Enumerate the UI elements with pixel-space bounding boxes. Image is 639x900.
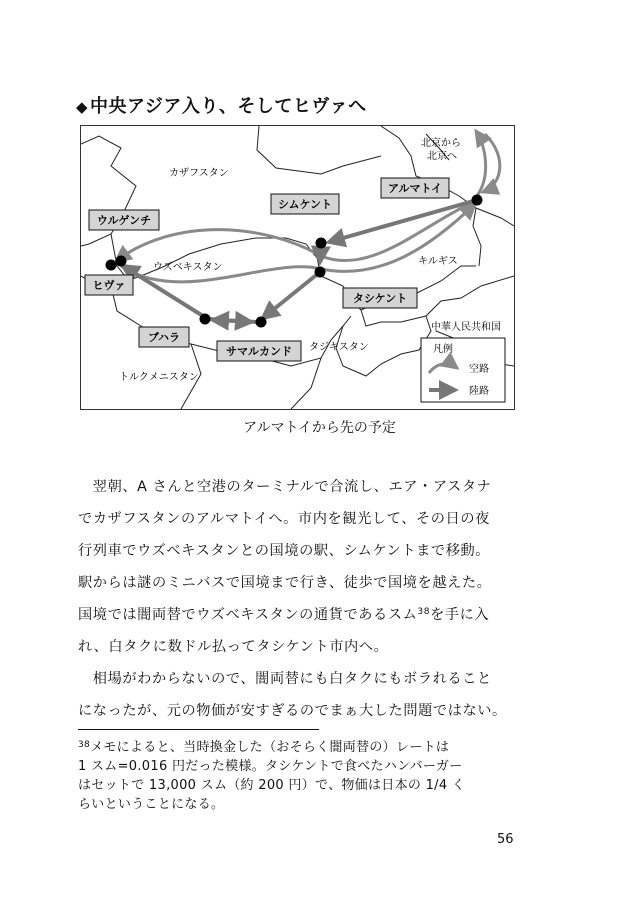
paragraph-line-5 [78, 604, 518, 624]
svg-text:ヒヴァ: ヒヴァ [92, 279, 126, 292]
route-map-svg [81, 126, 514, 409]
beijing-note-line-2: 北京へ [427, 151, 457, 162]
route-map [80, 125, 515, 410]
label-turkmenistan: トルクメニスタン [119, 372, 199, 383]
section-heading [76, 92, 367, 118]
map-legend [421, 338, 505, 402]
paragraph-line-3: 行列車でウズベキスタンとの国境の駅、シムケントまで移動。 [78, 543, 491, 559]
beijing-note-line-1: 北京から [421, 138, 461, 149]
svg-text:アルマトイ: アルマトイ [387, 182, 443, 195]
map-caption: アルマトイから先の予定 [243, 420, 396, 436]
paragraph-line-5-before: 国境では闇両替でウズベキスタンの通貨であるスム [78, 607, 418, 623]
footnote-line-3: はセットで 13,000 スム（約 200 円）で、物価は日本の 1/4 く [78, 778, 466, 793]
city-label-shymkent [271, 194, 339, 214]
city-label-almaty [381, 178, 449, 198]
footnote-ref-38[interactable]: 38 [417, 607, 431, 617]
label-kyrgyzstan: キルギス [418, 256, 458, 267]
city-label-khiva [85, 275, 133, 295]
city-label-tashkent [343, 288, 417, 308]
paragraph-line-7: 相場がわからないので、闇両替にも白タクにもボラれること [78, 671, 492, 687]
paragraph-line-2: でカザフスタンのアルマトイへ。市内を観光して、その日の夜 [78, 511, 490, 527]
city-label-bukhara [139, 327, 189, 347]
footnote [78, 736, 465, 814]
label-beijing-note [421, 136, 464, 162]
air-route-to-beijing [476, 131, 486, 196]
legend-air-label: 空路 [469, 364, 489, 375]
paragraph-line-8: になったが、元の物価が安すぎるのでまぁ大した問題ではない。 [78, 703, 507, 719]
svg-text:サマルカンド: サマルカンド [226, 345, 292, 358]
svg-text:ブハラ: ブハラ [147, 331, 181, 344]
footnote-line-1 [78, 736, 465, 757]
paragraph-line-5-after: を手に入 [430, 607, 490, 623]
footnote-number: 38 [78, 740, 91, 750]
svg-text:タシケント: タシケント [352, 292, 408, 305]
footnote-line-1-text: メモによると、当時換金した（おそらく闇両替の）レートは [90, 740, 450, 755]
footnote-line-4: らいということになる。 [78, 797, 225, 812]
city-label-urgench [89, 210, 159, 230]
diamond-marker-icon: ◆ [76, 98, 89, 116]
label-uzbekistan: ウズベキスタン [153, 262, 223, 273]
paragraph-line-1: 翌朝、A さんと空港のターミナルで合流し、エア・アスタナ [78, 479, 492, 495]
label-tajikistan: タジキスタン [309, 342, 369, 353]
paragraph-line-4: 駅からは謎のミニバスで国境まで行き、徒歩で国境を越えた。 [78, 575, 492, 591]
footnote-line-2: 1 スム=0.016 円だった模様。タシケントで食べたハンバーガー [78, 759, 463, 774]
svg-text:ウルゲンチ: ウルゲンチ [96, 214, 152, 227]
footnote-divider [78, 729, 319, 730]
legend-title: 凡例 [433, 344, 453, 355]
label-china: 中華人民共和国 [431, 322, 501, 333]
page-number: 56 [497, 832, 514, 847]
svg-text:シムケント: シムケント [277, 198, 333, 211]
label-kazakhstan: カザフスタン [169, 168, 229, 179]
heading-text: 中央アジア入り、そしてヒヴァへ [90, 96, 367, 117]
legend-land-label: 陸路 [469, 386, 489, 397]
city-label-samarkand [217, 341, 301, 361]
paragraph-line-6: れ、白タクに数ドル払ってタシケント市内へ。 [78, 639, 389, 655]
